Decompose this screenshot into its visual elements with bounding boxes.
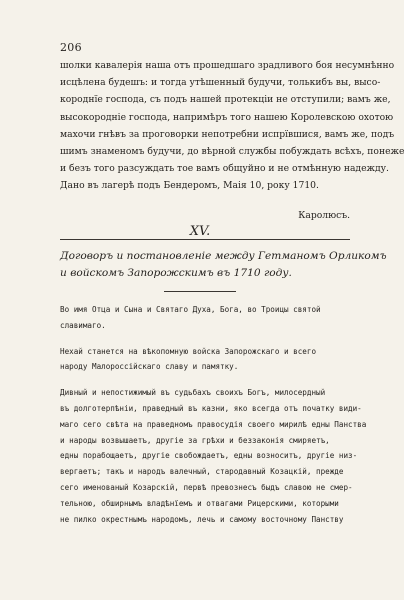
- text-line: въ долготерпѣніи, праведный въ казни, яко всегда отъ початку види-: [60, 403, 362, 413]
- title-line: и войскомъ Запорожскимъ въ 1710 году.: [60, 267, 292, 279]
- text-line: исцѣлена будешъ: и тогда утѣшенный будучи, толькибъ вы, высо-: [60, 77, 381, 89]
- text-line: махочи гнѣвъ за проговорки непотребни испрївшися, вамъ же, подъ: [60, 128, 395, 140]
- text-line: Нехай станется на вѣкопомную войска Запорожскаго и всего: [60, 346, 317, 356]
- title-divider: [164, 291, 236, 292]
- page-number: 206: [60, 41, 82, 54]
- text-line: славимаго.: [60, 320, 106, 330]
- text-line: и народы возвышаетъ, другіе за грѣхи и беззаконія смиряетъ,: [60, 435, 330, 445]
- text-line: народу Малороссійскаго славу и памятку.: [60, 362, 239, 372]
- letter-text-block: [60, 57, 404, 195]
- text-line: вергаетъ; такъ и народъ валечный, стародавный Козацкій, прежде: [60, 467, 344, 477]
- text-line: Во имя Отца и Сына и Святаго Духа, Бога, во Троицы святой: [60, 305, 321, 314]
- paragraph: [60, 344, 360, 376]
- text-line: Дано въ лагерѣ подъ Бендеромъ, Маія 10, року 1710.: [60, 180, 319, 192]
- text-line: и безъ того разсуждать тое вамъ общуйно и не отмѣнную надежду.: [60, 163, 389, 175]
- text-line: шимъ знаменомъ будучи, до вѣрной службы побуждать всѣхъ, понеже: [60, 146, 404, 158]
- section-divider: [60, 239, 350, 240]
- text-line: едны порабощаетъ, другіе свобождаетъ, едны возноситъ, другіе низ-: [60, 451, 358, 461]
- section-number: XV.: [189, 224, 211, 239]
- text-line: короднїе господа, съ подъ нашей протекціи не отступили; вамъ же,: [60, 94, 391, 106]
- text-line: шолки кавалерія наша отъ прошедшаго зрадливого боя несумнѣнно: [60, 60, 395, 71]
- text-line: сего именованый Козарскій, первѣ превознесъ быдъ славою не смер-: [60, 482, 353, 492]
- paragraph: [60, 385, 367, 527]
- signature: Каролюсъ.: [298, 210, 350, 221]
- treaty-body: [60, 302, 367, 537]
- text-line: мaго сего свѣта на праведномъ правосудія своего мирилѣ едны Панства: [60, 419, 367, 429]
- text-line: Дивный и непостижимый въ судьбахъ своихъ Богъ, милосердный: [60, 388, 326, 398]
- paragraph: [60, 302, 360, 334]
- text-line: не пилко окрестнымъ народомъ, лечь и самому восточному Панству: [60, 514, 344, 524]
- text-line: тельною, обширнымъ владѣнїемъ и отвагами Рицерскими, которыми: [60, 498, 339, 508]
- section-title: [60, 248, 387, 282]
- title-line: Договоръ и постановленіе между Гетманомъ Орликомъ: [60, 250, 387, 262]
- text-line: высокородніе господа, напримѣръ того нашею Королевскою охотою: [60, 111, 394, 123]
